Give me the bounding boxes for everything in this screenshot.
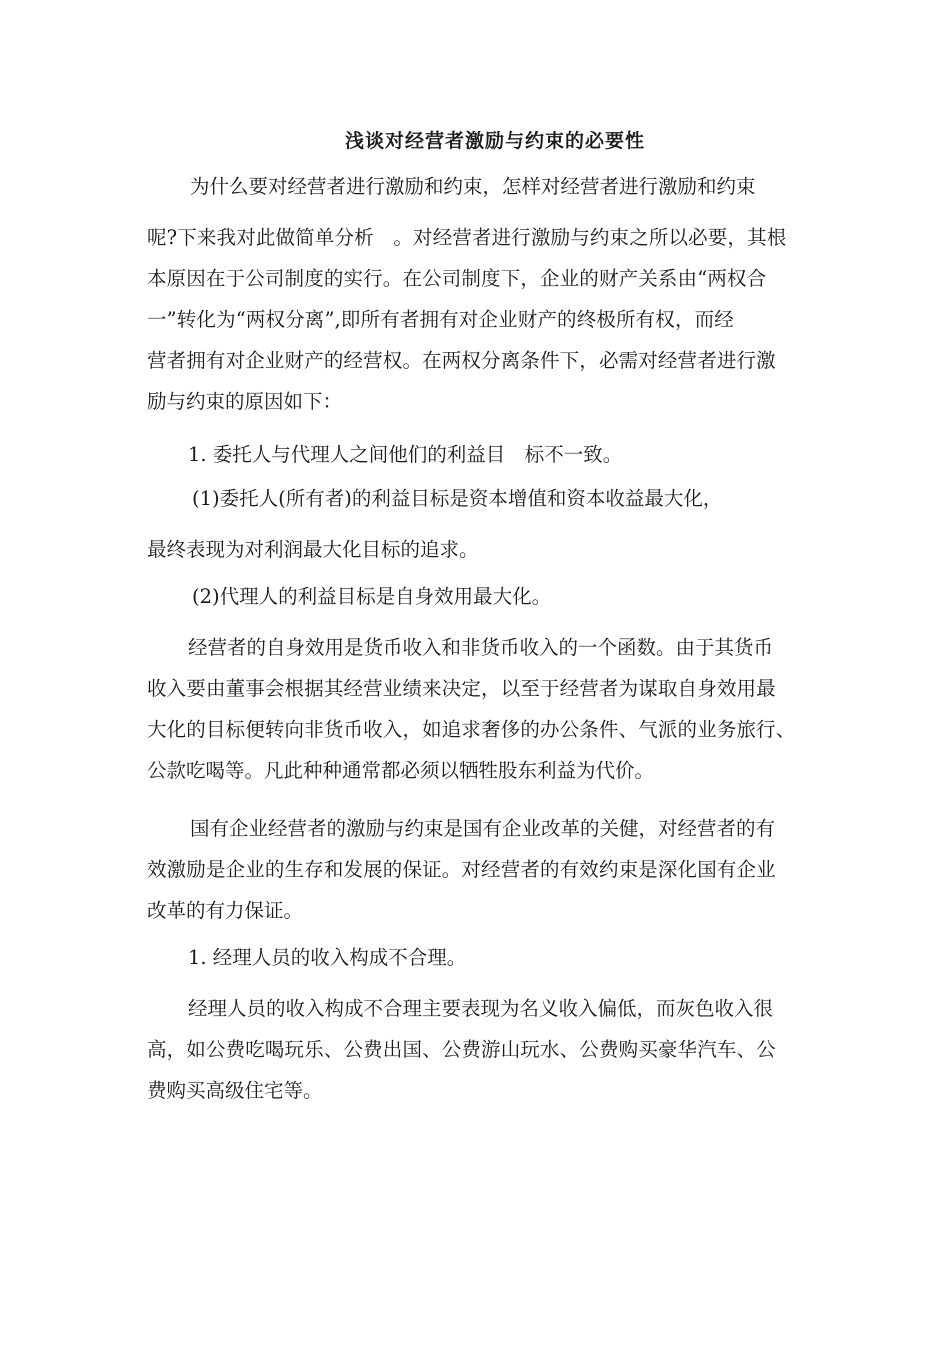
paragraph-line: 本原因在于公司制度的实行。在公司制度下，企业的财产关系由“两权合	[147, 267, 767, 290]
list-item: 1. 经理人员的收入构成不合理。	[188, 946, 467, 969]
paragraph-line: 最终表现为对利润最大化目标的追求。	[147, 538, 479, 561]
paragraph-line: 呢?下来我对此做简单分析 。对经营者进行激励与约束之所以必要，其根	[147, 226, 787, 249]
document-title: 浅谈对经营者激励与约束的必要性	[344, 130, 645, 152]
paragraph-line: 经营者的自身效用是货币收入和非货币收入的一个函数。由于其货币	[188, 636, 774, 659]
paragraph-line: 改革的有力保证。	[147, 899, 304, 922]
paragraph-line: 一”转化为“两权分离”,即所有者拥有对企业财产的终极所有权，而经	[147, 308, 734, 331]
paragraph-line: 公款吃喝等。凡此种种通常都必须以牺牲股东利益为代价。	[147, 759, 655, 782]
paragraph-line: 高，如公费吃喝玩乐、公费出国、公费游山玩水、公费购买豪华汽车、公	[147, 1038, 776, 1061]
paragraph-line: 为什么要对经营者进行激励和约束，怎样对经营者进行激励和约束	[190, 175, 756, 198]
list-item: (1)委托人(所有者)的利益目标是资本增值和资本收益最大化，	[192, 487, 723, 510]
paragraph-line: 国有企业经营者的激励与约束是国有企业改革的关健，对经营者的有	[190, 817, 776, 840]
paragraph-line: 费购买高级住宅等。	[147, 1079, 323, 1102]
paragraph-line: 效激励是企业的生存和发展的保证。对经营者的有效约束是深化国有企业	[147, 858, 776, 881]
paragraph-line: 经理人员的收入构成不合理主要表现为名义收入偏低，而灰色收入很	[188, 997, 774, 1020]
paragraph-line: 营者拥有对企业财产的经营权。在两权分离条件下，必需对经营者进行激	[147, 349, 776, 372]
paragraph-line: 大化的目标便转向非货币收入，如追求奢侈的办公条件、气派的业务旅行、	[147, 718, 796, 741]
paragraph-line: 励与约束的原因如下：	[147, 390, 343, 413]
paragraph-line: 收入要由董事会根据其经营业绩来决定，以至于经营者为谋取自身效用最	[147, 677, 776, 700]
list-item: 1. 委托人与代理人之间他们的利益目 标不一致。	[188, 443, 623, 466]
list-item: (2)代理人的利益目标是自身效用最大化。	[192, 585, 552, 608]
